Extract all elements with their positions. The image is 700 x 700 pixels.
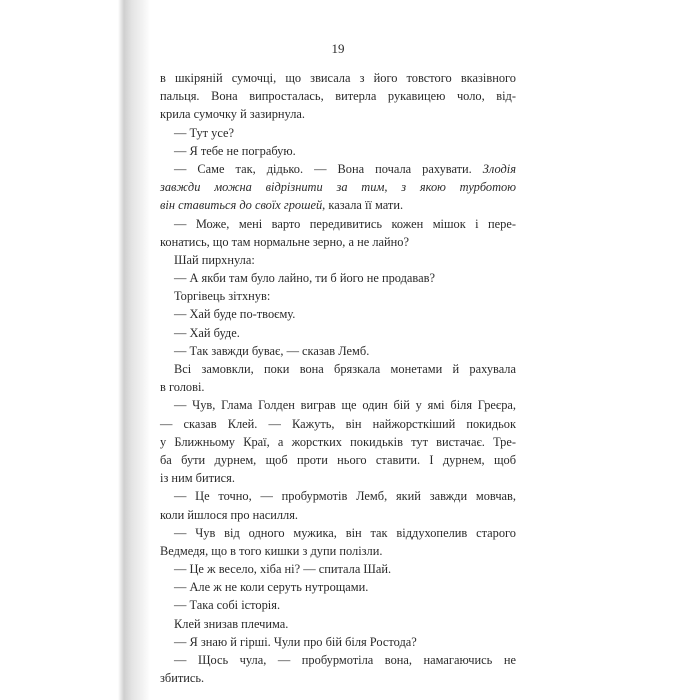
text-segment: — сказав Клей. — Кажуть, він найжорсткіший покидьок [160,416,516,431]
text-segment: крила сумочку й зазирнула. [160,107,305,122]
text-segment: — Це ж весело, хіба ні? — спитала Шай. [174,562,392,577]
text-line [160,269,516,287]
text-segment: — Так завжди буває, — сказав Лемб. [174,343,370,358]
text-line [160,142,516,160]
text-segment: ба бути дурнем, щоб проти нього ставити. І дурнем, щоб [160,452,516,467]
text-segment: Всі замовкли, поки вона брязкала монетами й рахувала [174,362,516,376]
text-line [160,524,516,542]
text-line [160,178,516,196]
text-segment: — Я тебе не пограбую. [174,143,296,158]
text-line [160,342,516,360]
text-line [160,287,516,305]
text-segment: — Щось чула, — пробурмотіла вона, намагаючись не [174,653,516,667]
text-line [160,215,516,233]
text-line [160,69,516,87]
text-line [160,324,516,342]
text-line [160,596,516,614]
text-line [160,578,516,596]
text-line [160,124,516,142]
text-line [160,451,516,469]
text-segment: в голові. [160,380,205,395]
text-line [160,487,516,505]
text-line [160,415,516,433]
text-segment: — Але ж не коли серуть нутрощами. [174,580,369,595]
text-segment: — Може, мені варто передивитись кожен мішок і пере- [174,216,516,231]
text-segment: — А якби там було лайно, ти б його не продавав? [174,271,435,286]
text-segment: — Саме так, дідько. — Вона почала рахувати. [174,161,483,176]
text-segment: — Це точно, — пробурмотів Лемб, який завжди мовчав, [174,489,516,504]
text-line [160,251,516,269]
italic-text-segment: завжди можна відрізнити за тим, з якою турботою [160,180,516,195]
text-segment: Клей знизав плечима. [174,616,289,631]
text-segment: конатись, що там нормальне зерно, а не лайно? [160,234,409,249]
text-segment: — Чув, Глама Голден виграв ще один бій у ямі біля Греєра, [174,398,516,413]
page-text [160,69,516,687]
text-segment: у Ближньому Краї, а жорстких покидьків тут вистачає. Тре- [160,434,516,449]
text-segment: — Чув від одного мужика, він так віддухопелив старого [174,525,516,540]
text-segment: із ним битися. [160,471,235,486]
text-segment: — Хай буде по-твоєму. [174,307,296,322]
book-spine-shadow [0,0,150,700]
text-line [160,506,516,524]
text-line [160,433,516,451]
text-line [160,542,516,560]
text-segment: Ведмедя, що в того кишки з дупи полізли. [160,543,383,558]
text-segment: Торгівець зітхнув: [174,289,271,304]
text-line [160,305,516,323]
italic-text-segment: він ставиться до своїх грошей [160,198,323,213]
text-segment: — Тут усе? [174,125,234,140]
page-number: 19 [331,41,345,56]
text-line [160,105,516,123]
text-segment: — Така собі історія. [174,598,281,613]
text-line [160,651,516,669]
text-segment: , казала її мати. [322,198,404,213]
text-segment: збитись. [160,671,205,686]
text-line [160,360,516,378]
text-line [160,160,516,178]
text-line [160,233,516,251]
italic-text-segment: Злодія [482,161,516,176]
text-line [160,633,516,651]
text-segment: пальця. Вона випросталась, витерла рукавицею чоло, від- [160,89,516,104]
text-segment: в шкіряній сумочці, що звисала з його товстого вказівного [160,71,516,85]
text-line [160,615,516,633]
text-segment: — Я знаю й гірші. Чули про бій біля Ростода? [174,634,417,649]
text-segment: коли йшлося про насилля. [160,507,299,522]
text-segment: Шай пирхнула: [174,252,255,267]
text-line [160,196,516,214]
text-segment: — Хай буде. [174,325,240,340]
text-line [160,560,516,578]
text-line [160,669,516,687]
book-page [160,0,516,700]
text-line [160,396,516,414]
text-line [160,469,516,487]
text-line [160,87,516,105]
text-line [160,378,516,396]
